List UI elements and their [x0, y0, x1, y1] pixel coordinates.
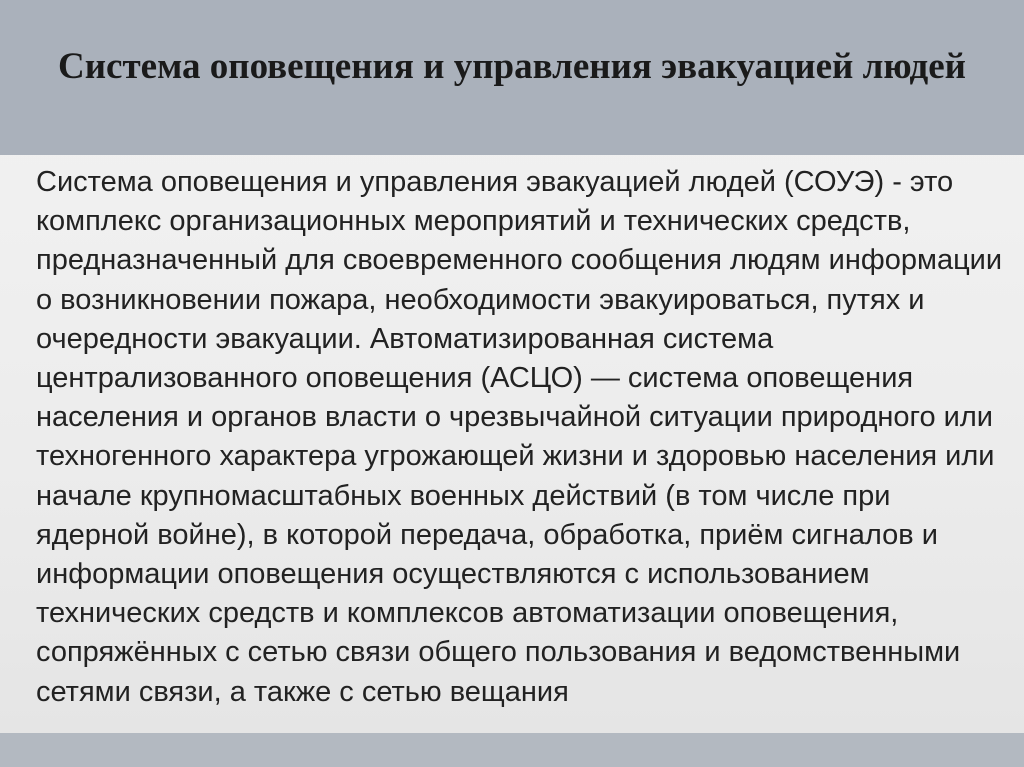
slide-body-text: Система оповещения и управления эвакуацией людей (СОУЭ) - это комплекс организационных мероприятий и технических средств, предназначенный для своевременного сообщения людям информации о возникновении пожара, необходимости эвакуироваться, путях и очередности эвакуации. Автоматизированная система централизованного оповещения (АСЦО) — система оповещения населения и органов власти о чрезвычайной ситуации природного или техногенного характера угрожающей жизни и здоровью населения или начале крупномасштабных военных действий (в том числе при ядерной войне), в которой передача, обработка, приём сигналов и информации оповещения осуществляются с использованием технических средств и комплексов автоматизации оповещения, сопряжённых с сетью связи общего пользования и ведомственными сетями связи, а также с сетью вещания [36, 166, 1003, 708]
bottom-band [0, 733, 1024, 767]
slide-title: Система оповещения и управления эвакуацией людей [58, 46, 966, 87]
